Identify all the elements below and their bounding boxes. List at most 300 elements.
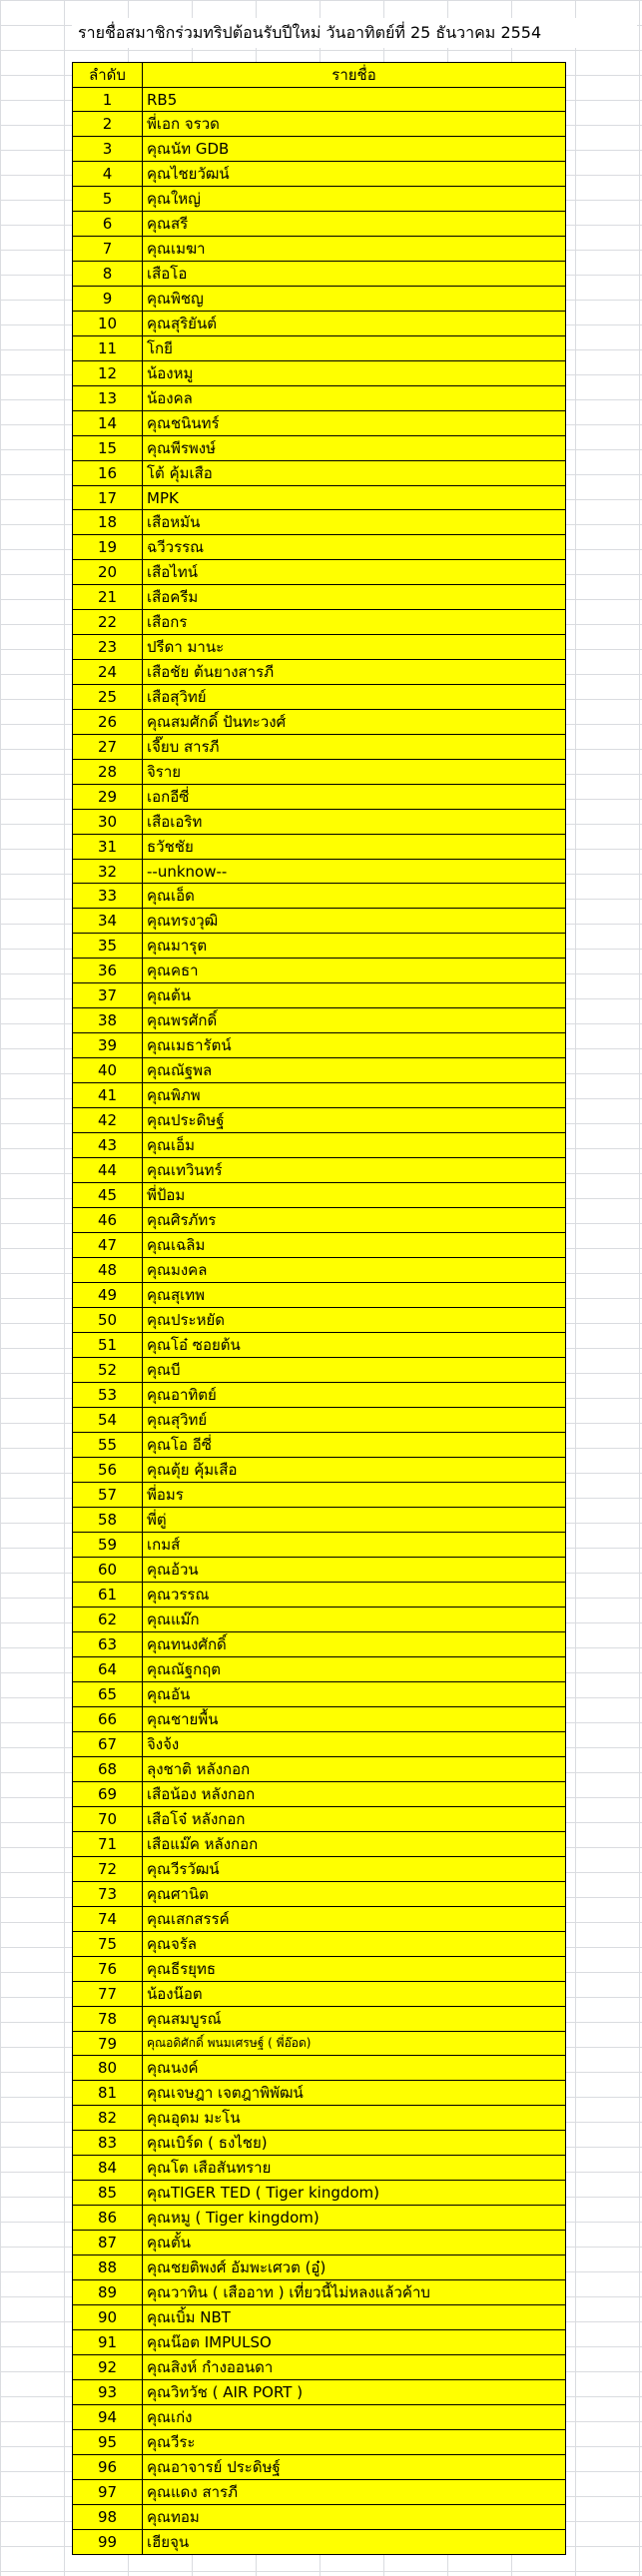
row-number-cell[interactable]: 14 <box>73 411 143 436</box>
row-number-cell[interactable]: 7 <box>73 237 143 262</box>
table-row <box>73 2231 566 2255</box>
member-name-cell[interactable]: คุณอาทิตย์ <box>143 1383 566 1408</box>
table-row <box>73 386 566 411</box>
table-row <box>73 2181 566 2206</box>
table-row <box>73 959 566 983</box>
table-row <box>73 1957 566 1982</box>
table-row <box>73 137 566 162</box>
table-row <box>73 2106 566 2131</box>
row-number-cell[interactable]: 24 <box>73 660 143 685</box>
member-name-cell[interactable]: คุณเอ็ม <box>143 1133 566 1158</box>
member-name-cell[interactable]: คุณทอม <box>143 2505 566 2530</box>
table-row <box>73 560 566 585</box>
table-row <box>73 1433 566 1458</box>
row-number-cell[interactable]: 47 <box>73 1233 143 1258</box>
table-row <box>73 1832 566 1857</box>
sheet-title: รายชื่อสมาชิกร่วมทริปต้อนรับปีใหม่ วันอาทิตย์ที่ 25 ธันวาคม 2554 <box>72 18 637 48</box>
table-row <box>73 2505 566 2530</box>
table-row <box>73 1283 566 1308</box>
table-row <box>73 2007 566 2032</box>
table-row <box>73 1558 566 1583</box>
member-name-cell[interactable]: พี่ตู่ <box>143 1508 566 1533</box>
member-name-cell[interactable]: เสือกร <box>143 610 566 635</box>
row-number-cell[interactable]: 94 <box>73 2405 143 2430</box>
row-number-cell[interactable]: 88 <box>73 2255 143 2280</box>
header-row <box>73 63 566 88</box>
table-row <box>73 585 566 610</box>
table-row <box>73 312 566 336</box>
member-name-cell[interactable]: คุณอุดม มะโน <box>143 2106 566 2131</box>
table-row <box>73 187 566 212</box>
table-row <box>73 2530 566 2555</box>
member-name-cell[interactable]: คุณณัฐพล <box>143 1058 566 1083</box>
table-row <box>73 1058 566 1083</box>
table-row <box>73 1383 566 1408</box>
row-number-cell[interactable]: 27 <box>73 735 143 760</box>
member-name-cell[interactable]: คุณเก่ง <box>143 2405 566 2430</box>
table-row <box>73 1183 566 1208</box>
row-number-cell[interactable]: 92 <box>73 2355 143 2380</box>
row-number-cell[interactable]: 76 <box>73 1957 143 1982</box>
table-row <box>73 1458 566 1483</box>
member-name-cell[interactable]: เสือโอ <box>143 262 566 287</box>
table-row <box>73 934 566 959</box>
row-number-cell[interactable]: 80 <box>73 2056 143 2081</box>
member-name-cell[interactable]: คุณน๊อต IMPULSO <box>143 2330 566 2355</box>
row-number-cell[interactable]: 49 <box>73 1283 143 1308</box>
row-number-cell[interactable]: 2 <box>73 112 143 137</box>
table-row <box>73 510 566 535</box>
row-number-cell[interactable]: 95 <box>73 2430 143 2455</box>
row-number-cell[interactable]: 77 <box>73 1982 143 2007</box>
row-number-cell[interactable]: 28 <box>73 760 143 785</box>
table-row <box>73 112 566 137</box>
member-table <box>72 62 566 2555</box>
member-name-cell[interactable]: เกมส์ <box>143 1533 566 1558</box>
member-name-cell[interactable]: เสือไทน์ <box>143 560 566 585</box>
table-row <box>73 486 566 510</box>
row-number-cell[interactable]: 20 <box>73 560 143 585</box>
member-name-cell[interactable]: คุณอดิศักดิ์ พนมเศรษฐ์ ( พี่อ๊อด) <box>143 2032 566 2056</box>
table-row <box>73 983 566 1008</box>
row-number-cell[interactable]: 18 <box>73 510 143 535</box>
row-number-cell[interactable]: 17 <box>73 486 143 510</box>
row-number-cell[interactable]: 32 <box>73 860 143 884</box>
row-number-cell[interactable]: 82 <box>73 2106 143 2131</box>
table-row <box>73 1108 566 1133</box>
member-name-cell[interactable]: จิราย <box>143 760 566 785</box>
member-name-cell[interactable]: คุณตุ้ย คุ้มเสือ <box>143 1458 566 1483</box>
member-name-cell[interactable]: คุณพรศักดิ์ <box>143 1008 566 1033</box>
member-name-cell[interactable]: คุณใหญ่ <box>143 187 566 212</box>
member-name-cell[interactable]: เสือแม๊ค หลังกอก <box>143 1832 566 1857</box>
member-name-cell[interactable]: คุณตั้น <box>143 2231 566 2255</box>
table-row <box>73 1358 566 1383</box>
row-number-cell[interactable]: 35 <box>73 934 143 959</box>
member-name-cell[interactable]: คุณมารุต <box>143 934 566 959</box>
member-name-cell[interactable]: น้องหมู <box>143 361 566 386</box>
member-name-cell[interactable]: เสือโจ๋ หลังกอก <box>143 1807 566 1832</box>
member-name-cell[interactable]: คุณสรี <box>143 212 566 237</box>
row-number-cell[interactable]: 34 <box>73 909 143 934</box>
row-number-cell[interactable]: 83 <box>73 2131 143 2156</box>
member-name-cell[interactable]: พี่ป้อม <box>143 1183 566 1208</box>
member-name-cell[interactable]: --unknow-- <box>143 860 566 884</box>
row-number-cell[interactable]: 22 <box>73 610 143 635</box>
table-row <box>73 162 566 187</box>
member-name-cell[interactable]: คุณสมบูรณ์ <box>143 2007 566 2032</box>
row-number-cell[interactable]: 62 <box>73 1608 143 1632</box>
member-name-cell[interactable]: RB5 <box>143 88 566 112</box>
table-row <box>73 287 566 312</box>
member-name-cell[interactable]: คุณบี <box>143 1358 566 1383</box>
table-row <box>73 1133 566 1158</box>
table-row <box>73 411 566 436</box>
table-row <box>73 710 566 735</box>
member-name-cell[interactable]: เสือครีม <box>143 585 566 610</box>
table-row <box>73 1483 566 1508</box>
member-name-cell[interactable]: คุณพิชญ <box>143 287 566 312</box>
member-name-cell[interactable]: คุณทนงศักดิ์ <box>143 1632 566 1657</box>
row-number-cell[interactable]: 84 <box>73 2156 143 2181</box>
member-name-cell[interactable]: คุณพีรพงษ์ <box>143 436 566 461</box>
member-name-cell[interactable]: คุณสุวิทย์ <box>143 1408 566 1433</box>
member-name-cell[interactable]: คุณโอ อีซี่ <box>143 1433 566 1458</box>
table-row <box>73 2305 566 2330</box>
table-row <box>73 88 566 112</box>
member-name-cell[interactable]: คุณศานิต <box>143 1882 566 1907</box>
member-name-cell[interactable]: MPK <box>143 486 566 510</box>
member-name-cell[interactable]: เอกอีซี่ <box>143 785 566 810</box>
row-number-cell[interactable]: 63 <box>73 1632 143 1657</box>
member-name-cell[interactable]: คุณเบิ้ม NBT <box>143 2305 566 2330</box>
member-name-cell[interactable]: คุณประหยัด <box>143 1308 566 1333</box>
table-row <box>73 810 566 835</box>
member-name-cell[interactable]: คุณชยติพงศ์ อัมพะเศวต (อู๋) <box>143 2255 566 2280</box>
row-number-cell[interactable]: 37 <box>73 983 143 1008</box>
member-name-cell[interactable]: คุณนงค์ <box>143 2056 566 2081</box>
table-row <box>73 1608 566 1632</box>
table-row <box>73 2206 566 2231</box>
member-name-cell[interactable]: คุณเทวินทร์ <box>143 1158 566 1183</box>
member-name-cell[interactable]: คุณเอ็ด <box>143 884 566 909</box>
table-row <box>73 1258 566 1283</box>
row-number-cell[interactable]: 71 <box>73 1832 143 1857</box>
row-number-cell[interactable]: 86 <box>73 2206 143 2231</box>
member-name-cell[interactable]: คุณต้น <box>143 983 566 1008</box>
member-name-cell[interactable]: คุณเมธารัตน์ <box>143 1033 566 1058</box>
row-number-cell[interactable]: 30 <box>73 810 143 835</box>
row-number-cell[interactable]: 4 <box>73 162 143 187</box>
row-number-cell[interactable]: 12 <box>73 361 143 386</box>
row-number-cell[interactable]: 8 <box>73 262 143 287</box>
table-row <box>73 1782 566 1807</box>
member-name-cell[interactable]: คุณอัน <box>143 1682 566 1707</box>
member-name-cell[interactable]: คุณเจษฎา เจตฎาพิพัฒน์ <box>143 2081 566 2106</box>
table-row <box>73 1583 566 1608</box>
table-row <box>73 1657 566 1682</box>
row-number-cell[interactable]: 55 <box>73 1433 143 1458</box>
table-row <box>73 1033 566 1058</box>
member-name-cell[interactable]: คุณแดง สารภี <box>143 2480 566 2505</box>
member-name-cell[interactable]: คุณวิทวัช ( AIR PORT ) <box>143 2380 566 2405</box>
table-row <box>73 461 566 486</box>
row-number-cell[interactable]: 68 <box>73 1757 143 1782</box>
header-name[interactable]: รายชื่อ <box>143 63 566 88</box>
row-number-cell[interactable]: 67 <box>73 1732 143 1757</box>
row-number-cell[interactable]: 26 <box>73 710 143 735</box>
table-row <box>73 2405 566 2430</box>
member-name-cell[interactable]: ปรีดา มานะ <box>143 635 566 660</box>
table-row <box>73 1083 566 1108</box>
member-name-cell[interactable]: คุณวรรณ <box>143 1583 566 1608</box>
table-row <box>73 860 566 884</box>
table-row <box>73 336 566 361</box>
row-number-cell[interactable]: 44 <box>73 1158 143 1183</box>
member-name-cell[interactable]: คุณวีรวัฒน์ <box>143 1857 566 1882</box>
table-row <box>73 909 566 934</box>
row-number-cell[interactable]: 65 <box>73 1682 143 1707</box>
row-number-cell[interactable]: 10 <box>73 312 143 336</box>
member-rows <box>73 88 566 2555</box>
member-name-cell[interactable]: ลุงชาติ หลังกอก <box>143 1757 566 1782</box>
member-name-cell[interactable]: คุณหมู ( Tiger kingdom) <box>143 2206 566 2231</box>
member-name-cell[interactable]: คุณคธา <box>143 959 566 983</box>
row-number-cell[interactable]: 70 <box>73 1807 143 1832</box>
row-number-cell[interactable]: 75 <box>73 1932 143 1957</box>
row-number-cell[interactable]: 85 <box>73 2181 143 2206</box>
table-row <box>73 2056 566 2081</box>
member-name-cell[interactable]: พี่อมร <box>143 1483 566 1508</box>
row-number-cell[interactable]: 11 <box>73 336 143 361</box>
row-number-cell[interactable]: 39 <box>73 1033 143 1058</box>
table-row <box>73 610 566 635</box>
table-row <box>73 1807 566 1832</box>
row-number-cell[interactable]: 58 <box>73 1508 143 1533</box>
member-name-cell[interactable]: พี่เอก จรวด <box>143 112 566 137</box>
table-row <box>73 436 566 461</box>
member-name-cell[interactable]: จิงจ้ง <box>143 1732 566 1757</box>
member-name-cell[interactable]: ฉวีวรรณ <box>143 535 566 560</box>
member-name-cell[interactable]: คุณเฉลิม <box>143 1233 566 1258</box>
row-number-cell[interactable]: 98 <box>73 2505 143 2530</box>
row-number-cell[interactable]: 59 <box>73 1533 143 1558</box>
table-row <box>73 1008 566 1033</box>
row-number-cell[interactable]: 89 <box>73 2280 143 2305</box>
member-name-cell[interactable]: คุณเมฆา <box>143 237 566 262</box>
row-number-cell[interactable]: 97 <box>73 2480 143 2505</box>
row-number-cell[interactable]: 60 <box>73 1558 143 1583</box>
member-name-cell[interactable]: คุณชนินทร์ <box>143 411 566 436</box>
table-row <box>73 785 566 810</box>
member-name-cell[interactable]: คุณไชยวัฒน์ <box>143 162 566 187</box>
member-name-cell[interactable]: เสือชัย ต้นยางสารภี <box>143 660 566 685</box>
row-number-cell[interactable]: 53 <box>73 1383 143 1408</box>
member-name-cell[interactable]: คุณณัฐกฤต <box>143 1657 566 1682</box>
row-number-cell[interactable]: 79 <box>73 2032 143 2056</box>
member-name-cell[interactable]: โต้ คุ้มเสือ <box>143 461 566 486</box>
member-name-cell[interactable]: คุณแม๊ก <box>143 1608 566 1632</box>
table-row <box>73 237 566 262</box>
row-number-cell[interactable]: 50 <box>73 1308 143 1333</box>
row-number-cell[interactable]: 73 <box>73 1882 143 1907</box>
row-number-cell[interactable]: 69 <box>73 1782 143 1807</box>
row-number-cell[interactable]: 81 <box>73 2081 143 2106</box>
table-row <box>73 2430 566 2455</box>
member-name-cell[interactable]: คุณสุเทพ <box>143 1283 566 1308</box>
row-number-cell[interactable]: 25 <box>73 685 143 710</box>
member-name-cell[interactable]: คุณเสกสรรค์ <box>143 1907 566 1932</box>
member-name-cell[interactable]: เสือเอริท <box>143 810 566 835</box>
table-row <box>73 1882 566 1907</box>
member-name-cell[interactable]: คุณศิรภัทร <box>143 1208 566 1233</box>
table-row <box>73 660 566 685</box>
row-number-cell[interactable]: 9 <box>73 287 143 312</box>
row-number-cell[interactable]: 56 <box>73 1458 143 1483</box>
row-number-cell[interactable]: 78 <box>73 2007 143 2032</box>
row-number-cell[interactable]: 91 <box>73 2330 143 2355</box>
table-row <box>73 1907 566 1932</box>
table-row <box>73 1508 566 1533</box>
row-number-cell[interactable]: 13 <box>73 386 143 411</box>
table-row <box>73 2455 566 2480</box>
member-name-cell[interactable]: คุณมงคล <box>143 1258 566 1283</box>
member-name-cell[interactable]: คุณวีระ <box>143 2430 566 2455</box>
row-number-cell[interactable]: 66 <box>73 1707 143 1732</box>
row-number-cell[interactable]: 54 <box>73 1408 143 1433</box>
row-number-cell[interactable]: 96 <box>73 2455 143 2480</box>
member-name-cell[interactable]: คุณโอ๋ ซอยต้น <box>143 1333 566 1358</box>
row-number-cell[interactable]: 93 <box>73 2380 143 2405</box>
table-row <box>73 2255 566 2280</box>
member-name-cell[interactable]: คุณพิภพ <box>143 1083 566 1108</box>
table-row <box>73 1533 566 1558</box>
row-number-cell[interactable]: 5 <box>73 187 143 212</box>
member-name-cell[interactable]: คุณสมศักดิ์ ปันทะวงศ์ <box>143 710 566 735</box>
member-name-cell[interactable]: คุณทรงวุฒิ <box>143 909 566 934</box>
table-row <box>73 1932 566 1957</box>
row-number-cell[interactable]: 74 <box>73 1907 143 1932</box>
row-number-cell[interactable]: 3 <box>73 137 143 162</box>
member-name-cell[interactable]: คุณอาจารย์ ประดิษฐ์ <box>143 2455 566 2480</box>
row-number-cell[interactable]: 99 <box>73 2530 143 2555</box>
table-row <box>73 1857 566 1882</box>
row-number-cell[interactable]: 1 <box>73 88 143 112</box>
table-row <box>73 760 566 785</box>
member-name-cell[interactable]: เสือหมัน <box>143 510 566 535</box>
table-row <box>73 835 566 860</box>
table-row <box>73 262 566 287</box>
table-row <box>73 1158 566 1183</box>
row-number-cell[interactable]: 33 <box>73 884 143 909</box>
member-name-cell[interactable]: น้องน๊อต <box>143 1982 566 2007</box>
table-row <box>73 1982 566 2007</box>
table-row <box>73 1333 566 1358</box>
member-name-cell[interactable]: คุณอ้วน <box>143 1558 566 1583</box>
row-number-cell[interactable]: 90 <box>73 2305 143 2330</box>
member-name-cell[interactable]: คุณชายพื้น <box>143 1707 566 1732</box>
table-row <box>73 2280 566 2305</box>
member-name-cell[interactable]: เสือสุวิทย์ <box>143 685 566 710</box>
member-name-cell[interactable]: คุณธีรยุทธ <box>143 1957 566 1982</box>
table-row <box>73 1233 566 1258</box>
table-row <box>73 1408 566 1433</box>
table-row <box>73 2131 566 2156</box>
row-number-cell[interactable]: 21 <box>73 585 143 610</box>
row-number-cell[interactable]: 43 <box>73 1133 143 1158</box>
table-row <box>73 884 566 909</box>
row-number-cell[interactable]: 41 <box>73 1083 143 1108</box>
row-number-cell[interactable]: 61 <box>73 1583 143 1608</box>
table-row <box>73 2330 566 2355</box>
table-row <box>73 2032 566 2056</box>
member-name-cell[interactable]: คุณนัท GDB <box>143 137 566 162</box>
table-row <box>73 1682 566 1707</box>
row-number-cell[interactable]: 36 <box>73 959 143 983</box>
row-number-cell[interactable]: 46 <box>73 1208 143 1233</box>
member-name-cell[interactable]: คุณโต เสือสันทราย <box>143 2156 566 2181</box>
table-row <box>73 2380 566 2405</box>
row-number-cell[interactable]: 45 <box>73 1183 143 1208</box>
member-name-cell[interactable]: คุณจรัล <box>143 1932 566 1957</box>
member-name-cell[interactable]: เฮียจุน <box>143 2530 566 2555</box>
member-name-cell[interactable]: น้องคล <box>143 386 566 411</box>
table-row <box>73 735 566 760</box>
table-row <box>73 1757 566 1782</box>
row-number-cell[interactable]: 16 <box>73 461 143 486</box>
row-number-cell[interactable]: 31 <box>73 835 143 860</box>
row-number-cell[interactable]: 15 <box>73 436 143 461</box>
row-number-cell[interactable]: 42 <box>73 1108 143 1133</box>
member-name-cell[interactable]: ธวัชชัย <box>143 835 566 860</box>
table-row <box>73 535 566 560</box>
table-row <box>73 212 566 237</box>
table-row <box>73 635 566 660</box>
row-number-cell[interactable]: 29 <box>73 785 143 810</box>
table-row <box>73 1707 566 1732</box>
row-number-cell[interactable]: 87 <box>73 2231 143 2255</box>
member-name-cell[interactable]: คุณสุริยันต์ <box>143 312 566 336</box>
table-row <box>73 2081 566 2106</box>
header-order[interactable]: ลำดับ <box>73 63 143 88</box>
row-number-cell[interactable]: 72 <box>73 1857 143 1882</box>
member-name-cell[interactable]: โกยี <box>143 336 566 361</box>
table-row <box>73 2156 566 2181</box>
table-row <box>73 685 566 710</box>
member-name-cell[interactable]: เสือน้อง หลังกอก <box>143 1782 566 1807</box>
member-name-cell[interactable]: คุณวาทิน ( เสืออาท ) เที่ยวนี้ไม่หลงแล้วค้าบ <box>143 2280 566 2305</box>
row-number-cell[interactable]: 23 <box>73 635 143 660</box>
row-number-cell[interactable]: 57 <box>73 1483 143 1508</box>
row-number-cell[interactable]: 6 <box>73 212 143 237</box>
row-number-cell[interactable]: 52 <box>73 1358 143 1383</box>
member-name-cell[interactable]: คุณประดิษฐ์ <box>143 1108 566 1133</box>
row-number-cell[interactable]: 51 <box>73 1333 143 1358</box>
table-row <box>73 1632 566 1657</box>
row-number-cell[interactable]: 64 <box>73 1657 143 1682</box>
member-name-cell[interactable]: เจี๊ยบ สารภี <box>143 735 566 760</box>
member-name-cell[interactable]: คุณTIGER TED ( Tiger kingdom) <box>143 2181 566 2206</box>
member-name-cell[interactable]: คุณสิงห์ กำงออนดา <box>143 2355 566 2380</box>
member-name-cell[interactable]: คุณเบิร์ด ( ธงไชย) <box>143 2131 566 2156</box>
row-number-cell[interactable]: 48 <box>73 1258 143 1283</box>
table-row <box>73 361 566 386</box>
row-number-cell[interactable]: 38 <box>73 1008 143 1033</box>
table-row <box>73 1732 566 1757</box>
row-number-cell[interactable]: 19 <box>73 535 143 560</box>
row-number-cell[interactable]: 40 <box>73 1058 143 1083</box>
table-row <box>73 2480 566 2505</box>
